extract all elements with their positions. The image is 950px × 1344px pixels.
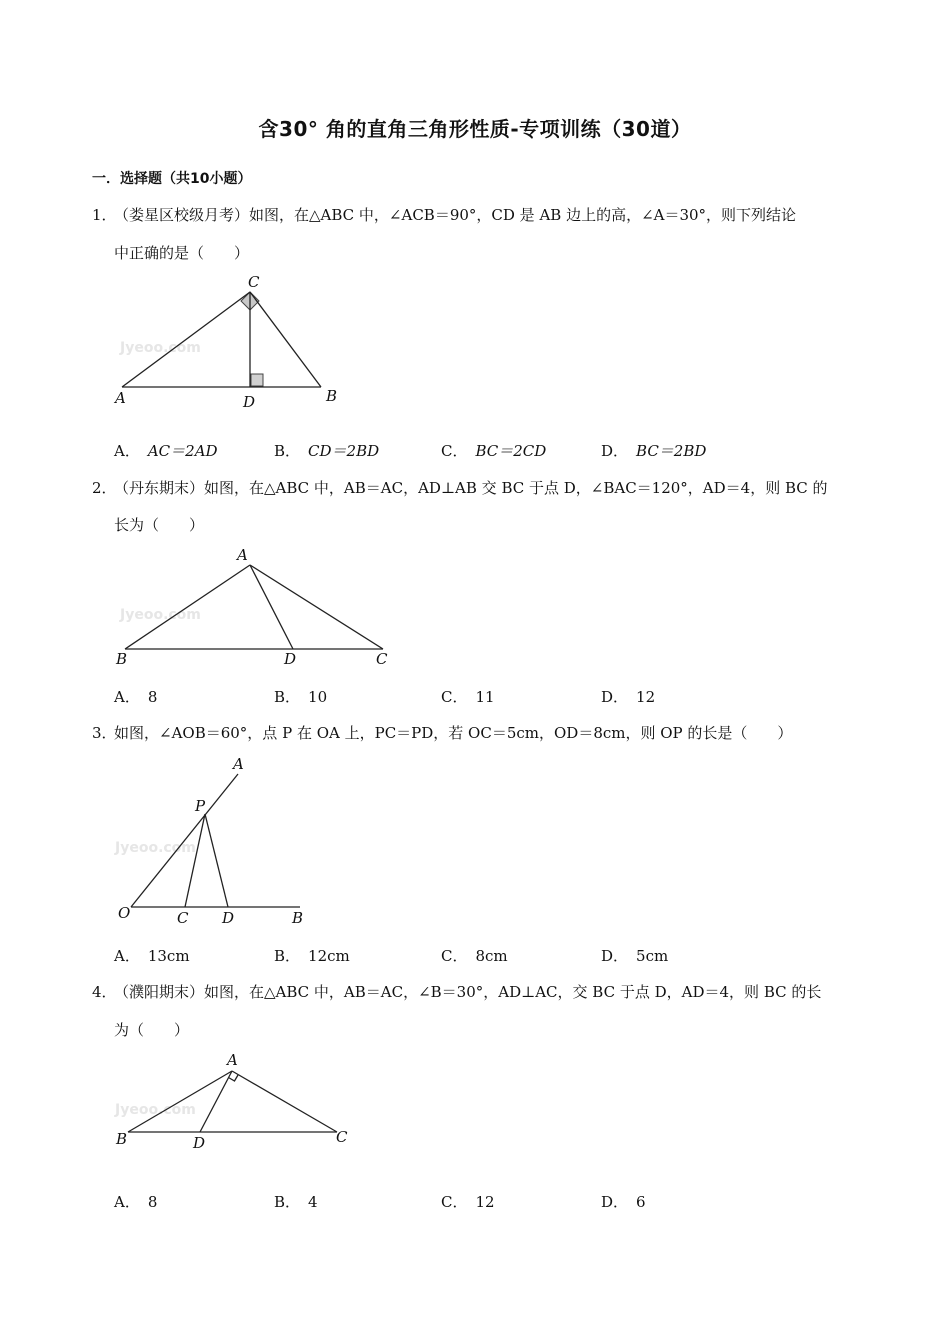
option-letter: D． xyxy=(601,947,629,965)
question-1-option-d[interactable] xyxy=(601,440,706,461)
label-c: C xyxy=(248,273,260,291)
label-b: B xyxy=(116,1130,128,1148)
option-text: AC＝2AD xyxy=(147,442,218,460)
option-text: 8 xyxy=(147,1193,158,1211)
option-letter: A． xyxy=(114,1193,140,1211)
question-1-option-c[interactable] xyxy=(441,440,546,461)
question-3-number: 3． xyxy=(92,724,117,742)
option-letter: B． xyxy=(274,442,301,460)
section-heading: 一．选择题（共10小题） xyxy=(92,171,252,187)
page-title: 含30° 角的直角三角形性质-专项训练（30道） xyxy=(258,117,692,141)
option-letter: A． xyxy=(114,442,140,460)
question-2-option-d[interactable] xyxy=(601,686,655,707)
label-c: C xyxy=(177,909,189,927)
option-text: 8 xyxy=(147,688,158,706)
option-text: CD＝2BD xyxy=(308,442,380,460)
question-3-figure xyxy=(110,752,320,932)
question-2-option-b[interactable] xyxy=(274,686,327,707)
label-a: A xyxy=(115,389,126,407)
option-text: 12cm xyxy=(308,947,350,965)
question-1-number: 1． xyxy=(92,206,117,224)
option-text: 13cm xyxy=(147,947,190,965)
question-4-option-b[interactable] xyxy=(274,1191,318,1212)
option-text: BC＝2BD xyxy=(636,442,707,460)
option-letter: C． xyxy=(441,688,468,706)
question-1-text xyxy=(92,204,796,225)
question-2-number: 2． xyxy=(92,479,117,497)
label-d: D xyxy=(193,1134,206,1152)
question-3-text xyxy=(92,722,792,743)
question-4-option-c[interactable] xyxy=(441,1191,495,1212)
segment-pd xyxy=(205,814,228,907)
option-letter: C． xyxy=(441,442,468,460)
label-d: D xyxy=(243,393,256,411)
segment-cb xyxy=(250,292,321,387)
question-4-option-d[interactable] xyxy=(601,1191,646,1212)
option-letter: C． xyxy=(441,947,468,965)
option-letter: D． xyxy=(601,1193,629,1211)
question-4-figure xyxy=(110,1048,360,1158)
watermark: Jyeoo.com xyxy=(120,607,201,623)
label-d: D xyxy=(284,650,297,668)
question-1-figure xyxy=(110,270,360,415)
label-b: B xyxy=(326,387,338,405)
option-letter: C． xyxy=(441,1193,468,1211)
option-text: 11 xyxy=(475,688,495,706)
question-1-option-a[interactable] xyxy=(114,440,218,461)
watermark: Jyeoo.com xyxy=(115,840,196,856)
question-4-number: 4． xyxy=(92,983,117,1001)
question-3-option-b[interactable] xyxy=(274,945,350,966)
label-o: O xyxy=(118,904,131,922)
option-letter: A． xyxy=(114,688,140,706)
label-a: A xyxy=(233,755,244,773)
question-3-option-d[interactable] xyxy=(601,945,668,966)
option-letter: D． xyxy=(601,688,629,706)
question-2-line1: （丹东期末）如图，在△ABC 中，AB＝AC，AD⊥AB 交 BC 于点 D，∠BAC＝120°，AD＝4，则 BC 的 xyxy=(114,479,828,497)
right-angle-marker-d xyxy=(251,374,263,386)
watermark: Jyeoo.com xyxy=(120,340,201,356)
label-p: P xyxy=(195,797,206,815)
question-3-line1: 如图，∠AOB＝60°，点 P 在 OA 上，PC＝PD，若 OC＝5cm，OD＝8cm，则 OP 的长是（ ） xyxy=(114,724,793,742)
option-letter: B． xyxy=(274,688,301,706)
option-text: 5cm xyxy=(636,947,669,965)
label-c: C xyxy=(336,1128,348,1146)
question-4-line2: 为（ ） xyxy=(114,1021,190,1039)
label-d: D xyxy=(222,909,235,927)
question-2-figure xyxy=(110,543,400,673)
option-text: 6 xyxy=(636,1193,646,1211)
segment-ac xyxy=(232,1071,337,1132)
question-2-option-a[interactable] xyxy=(114,686,157,707)
question-1-line1: （娄星区校级月考）如图，在△ABC 中，∠ACB＝90°，CD 是 AB 边上的高，∠A＝30°，则下列结论 xyxy=(114,206,797,224)
question-2-option-c[interactable] xyxy=(441,686,495,707)
question-1-line2: 中正确的是（ ） xyxy=(114,244,250,262)
label-c: C xyxy=(376,650,388,668)
option-letter: D． xyxy=(601,442,629,460)
option-text: 4 xyxy=(308,1193,318,1211)
label-a: A xyxy=(227,1051,238,1069)
option-text: 12 xyxy=(636,688,656,706)
label-b: B xyxy=(116,650,128,668)
question-3-option-c[interactable] xyxy=(441,945,508,966)
option-text: 10 xyxy=(308,688,328,706)
question-4-option-a[interactable] xyxy=(114,1191,157,1212)
question-3-option-a[interactable] xyxy=(114,945,190,966)
watermark: Jyeoo.com xyxy=(115,1102,196,1118)
option-text: 8cm xyxy=(475,947,508,965)
question-4-text xyxy=(92,981,821,1002)
segment-ad xyxy=(250,565,293,649)
question-2-text xyxy=(92,477,828,498)
question-4-line1: （濮阳期末）如图，在△ABC 中，AB＝AC，∠B＝30°，AD⊥AC，交 BC 于点 D，AD＝4，则 BC 的长 xyxy=(114,983,822,1001)
option-letter: A． xyxy=(114,947,140,965)
segment-ac xyxy=(250,565,383,649)
label-a: A xyxy=(237,546,248,564)
question-2-line2: 长为（ ） xyxy=(114,516,205,534)
label-b: B xyxy=(292,909,304,927)
option-text: 12 xyxy=(475,1193,495,1211)
option-letter: B． xyxy=(274,1193,301,1211)
option-letter: B． xyxy=(274,947,301,965)
option-text: BC＝2CD xyxy=(475,442,547,460)
question-1-option-b[interactable] xyxy=(274,440,379,461)
